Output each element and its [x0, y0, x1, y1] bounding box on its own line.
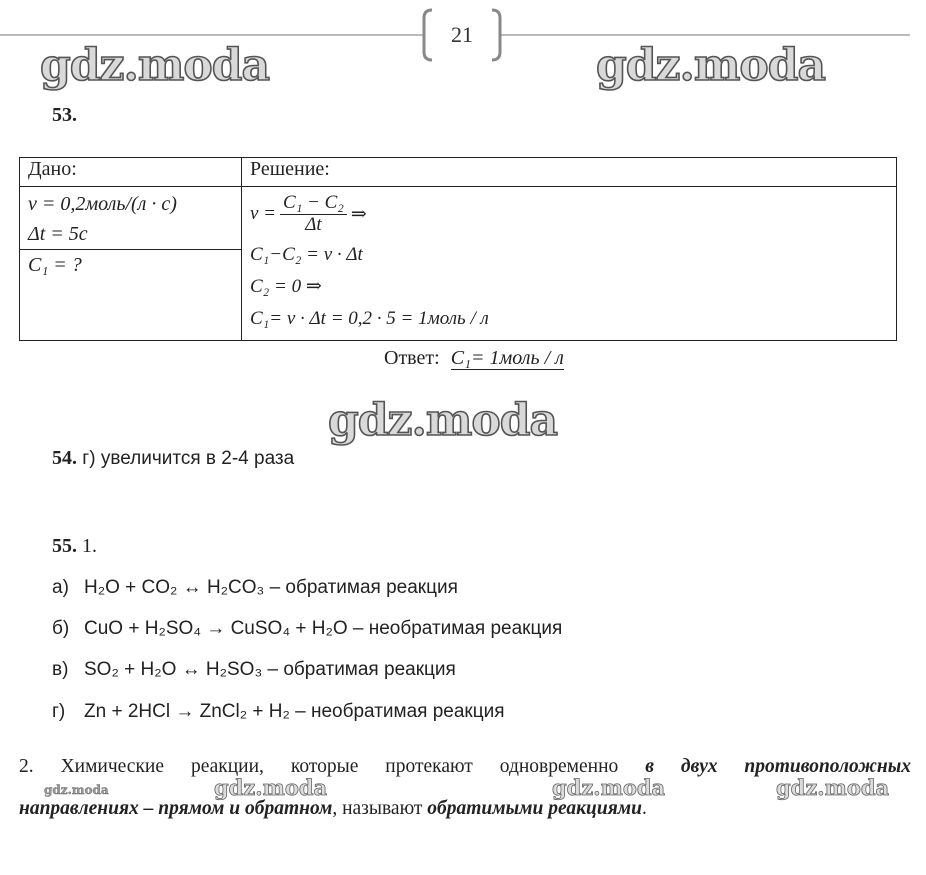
- task-55-sub1: 1.: [82, 535, 97, 557]
- solution-line-3: C₂ = 0 ⇒: [250, 276, 322, 297]
- task-54: [52, 447, 294, 470]
- task-54-number: 54.: [52, 447, 77, 469]
- task-55-number: 55.: [52, 535, 77, 557]
- answer-value: C₁= 1моль / л: [450, 347, 564, 369]
- definition-line-1: [19, 753, 911, 781]
- task-55-header: [52, 535, 97, 558]
- solution-line-2: C₁−C₂ = v · Δt: [250, 244, 363, 265]
- solution-header: Решение:: [242, 158, 897, 187]
- solution-line-1: [250, 189, 888, 239]
- reaction-text: H₂O + CO₂ ↔ H₂CO₃ – обратимая реакция: [84, 577, 458, 598]
- reaction-item: [52, 614, 562, 644]
- watermark: gdz.moda: [328, 395, 558, 446]
- header-rule-left: [0, 34, 424, 36]
- watermark: gdz.moda: [596, 40, 826, 91]
- watermark: gdz.moda: [776, 775, 890, 800]
- reaction-letter: в): [52, 659, 69, 680]
- given-solution-table: [19, 157, 897, 341]
- task-54-text: г) увеличится в 2-4 раза: [82, 448, 295, 469]
- given-time: Δt = 5с: [28, 223, 88, 245]
- given-header: Дано:: [20, 158, 242, 187]
- given-rate: v = 0,2моль/(л · с): [28, 193, 177, 215]
- reaction-letter: г): [52, 701, 66, 722]
- find-value: C₁ = ?: [28, 254, 82, 276]
- given-cell: [20, 187, 242, 250]
- reaction-item: [52, 573, 458, 603]
- rate-fraction: [280, 193, 347, 236]
- reaction-item: [52, 697, 505, 727]
- reaction-letter: а): [52, 577, 69, 598]
- solution-cell: [242, 187, 897, 341]
- definition-end: .: [641, 798, 647, 819]
- watermark: gdz.moda: [44, 783, 109, 797]
- page-number: 21: [451, 22, 473, 47]
- definition-line-2: [19, 795, 911, 823]
- definition-start: 2. Химические реакции, которые протекают одновременно: [19, 756, 619, 777]
- definition-bold-3: обратимыми реакциями: [427, 798, 642, 819]
- definition-bold-1: в двух противоположных: [645, 756, 911, 777]
- reaction-item: [52, 655, 456, 685]
- definition-bold-2: направлениях – прямом и обратном: [19, 798, 333, 819]
- answer-label: Ответ:: [384, 347, 440, 369]
- reaction-text: SO₂ + H₂O ↔ H₂SO₃ – обратимая реакция: [84, 659, 456, 680]
- rate-lhs: v =: [250, 203, 277, 224]
- page-number-frame: [420, 8, 504, 62]
- answer: [384, 347, 564, 370]
- fraction-denominator: Δt: [305, 213, 322, 235]
- watermark: gdz.moda: [40, 40, 270, 91]
- solution-line-4: C₁= v · Δt = 0,2 · 5 = 1моль / л: [250, 308, 489, 329]
- fraction-numerator: C₁ − C₂: [280, 193, 347, 215]
- reaction-text: CuO + H₂SO₄ → CuSO₄ + H₂O – необратимая реакция: [84, 618, 563, 639]
- task-53-number: 53.: [52, 104, 77, 126]
- reaction-letter: б): [52, 618, 70, 639]
- header-rule-right: [500, 34, 910, 36]
- watermark: gdz.moda: [214, 775, 328, 800]
- implies-arrow: ⇒: [350, 203, 367, 225]
- reaction-text: Zn + 2HCl → ZnCl₂ + H₂ – необратимая реакция: [84, 701, 505, 722]
- watermark: gdz.moda: [552, 775, 666, 800]
- definition-mid: , называют: [332, 798, 423, 819]
- find-cell: [20, 250, 242, 341]
